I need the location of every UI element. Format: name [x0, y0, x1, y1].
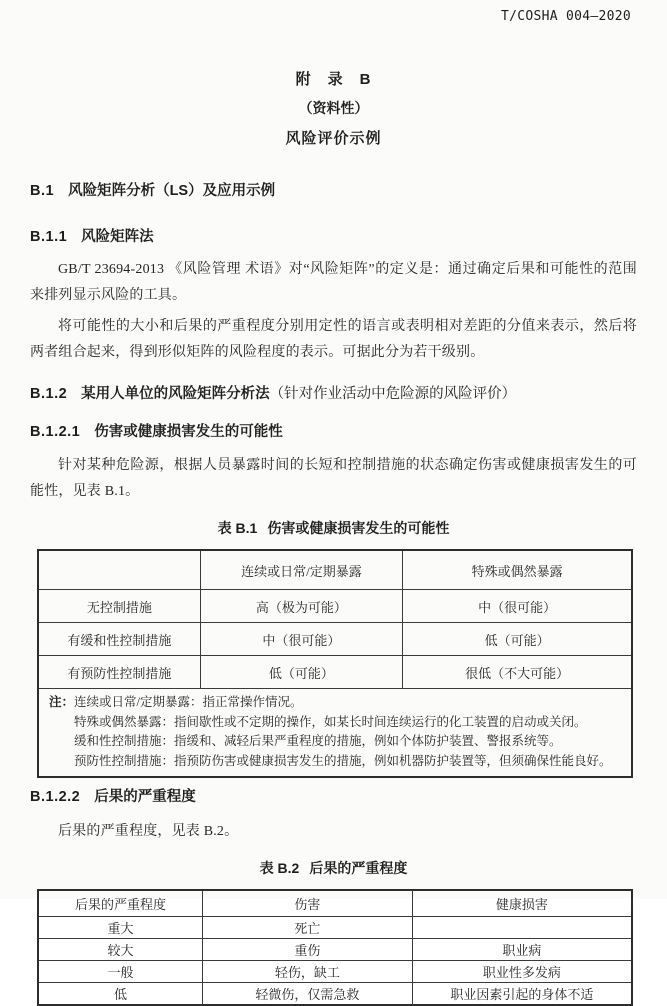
table-row — [38, 961, 632, 983]
section-b1-number: B.1 — [30, 183, 55, 199]
table-cell — [412, 917, 632, 939]
table-cell: 无控制措施 — [38, 590, 200, 623]
table-cell: 重大 — [38, 917, 203, 939]
section-b122-number: B.1.2.2 — [30, 789, 81, 805]
table-cell: 一般 — [38, 961, 203, 983]
table-row — [38, 983, 632, 1006]
table-b1-header-cell: 连续或日常/定期暴露 — [200, 550, 403, 590]
table-cell: 有预防性控制措施 — [38, 656, 200, 689]
table-b2-header-cell: 健康损害 — [412, 890, 632, 917]
table-b2 — [37, 889, 633, 1006]
note-line: 连续或日常/定期暴露：指正常操作情况。 — [74, 695, 303, 709]
table-b1-note-row — [38, 689, 632, 778]
table-b2-caption-title: 后果的严重程度 — [309, 860, 408, 876]
table-row — [38, 623, 632, 656]
table-b2-header-cell: 伤害 — [203, 890, 413, 917]
table-cell: 中（很可能） — [200, 623, 403, 656]
section-b12-title-suffix: （针对作业活动中危险源的风险评价） — [269, 386, 517, 402]
section-b122-heading — [30, 785, 637, 806]
paragraph-severity: 后果的严重程度，见表 B.2。 — [58, 824, 239, 839]
paragraph-matrix-method: 将可能性的大小和后果的严重程度分别用定性的语言或表明相对差距的分值来表示，然后将两者组合起来，得到形似矩阵的风险程度的表示。可据此分为若干级别。 — [30, 319, 637, 360]
section-b1-title: 风险矩阵分析（LS）及应用示例 — [68, 183, 276, 199]
note-line: 预防性控制措施：指预防伤害或健康损害发生的措施，例如机器防护装置等，但须确保性能良好。 — [74, 753, 612, 768]
note-line: 特殊或偶然暴露：指间歇性或不定期的操作，如某长时间连续运行的化工装置的启动或关闭。 — [74, 714, 587, 729]
appendix-title: 风险评价示例 — [285, 130, 382, 147]
table-b2-header-row — [38, 890, 632, 917]
table-b1-caption-title: 伤害或健康损害发生的可能性 — [267, 520, 450, 536]
section-b12-title: 某用人单位的风险矩阵分析法 — [81, 386, 270, 402]
table-b1-header-cell — [38, 550, 200, 590]
doc-number: T/COSHA 004—2020 — [500, 9, 631, 24]
section-b12-number: B.1.2 — [30, 386, 68, 402]
table-cell: 中（很可能） — [403, 590, 632, 623]
table-cell: 低（可能） — [403, 623, 632, 656]
table-cell: 死亡 — [203, 917, 413, 939]
table-row — [38, 656, 632, 689]
table-cell: 有缓和性控制措施 — [38, 623, 200, 656]
table-cell: 较大 — [38, 939, 203, 961]
appendix-label: 附 录 B — [295, 71, 372, 88]
note-label: 注： — [49, 695, 75, 709]
appendix-informative-note: （资料性） — [298, 100, 369, 116]
section-b121-heading — [30, 420, 637, 441]
table-b2-caption-label: 表 B.2 — [259, 860, 300, 876]
table-b1-notes — [38, 689, 632, 778]
section-b122-title: 后果的严重程度 — [94, 789, 196, 805]
table-cell: 职业性多发病 — [412, 961, 632, 983]
table-cell: 重伤 — [203, 939, 413, 961]
table-b1-caption — [30, 518, 637, 538]
section-b121-number: B.1.2.1 — [30, 424, 81, 440]
table-b1-header-cell: 特殊或偶然暴露 — [403, 550, 632, 590]
paragraph-definition: GB/T 23694-2013 《风险管理 术语》对“风险矩阵”的定义是：通过确定后果和可能性的范围来排列显示风险的工具。 — [30, 262, 637, 303]
table-cell: 轻微伤，仅需急救 — [203, 983, 413, 1006]
table-b2-caption — [30, 858, 637, 878]
table-cell: 高（极为可能） — [200, 590, 403, 623]
table-b1 — [37, 549, 633, 778]
table-cell: 职业病 — [412, 939, 632, 961]
paragraph-likelihood: 针对某种危险源，根据人员暴露时间的长短和控制措施的状态确定伤害或健康损害发生的可能性，见表 B.1。 — [30, 458, 637, 499]
section-b121-title: 伤害或健康损害发生的可能性 — [94, 424, 283, 440]
table-cell: 职业因素引起的身体不适 — [412, 983, 632, 1006]
table-row — [38, 939, 632, 961]
section-b11-number: B.1.1 — [30, 229, 68, 245]
note-block — [49, 693, 621, 771]
table-cell: 低（可能） — [200, 656, 403, 689]
table-row — [38, 590, 632, 623]
table-b1-header-row — [38, 550, 632, 590]
table-cell: 很低（不大可能） — [403, 656, 632, 689]
section-b12-heading — [30, 382, 637, 403]
note-line: 缓和性控制措施：指缓和、减轻后果严重程度的措施，例如个体防护装置、警报系统等。 — [74, 734, 562, 748]
table-row — [38, 917, 632, 939]
section-b11-title: 风险矩阵法 — [81, 229, 154, 245]
section-b1-heading — [30, 179, 637, 200]
note-lines — [74, 693, 621, 771]
table-b2-header-cell: 后果的严重程度 — [38, 890, 203, 917]
table-cell: 轻伤，缺工 — [203, 961, 413, 983]
table-b1-caption-label: 表 B.1 — [217, 520, 258, 536]
section-b11-heading — [30, 225, 637, 246]
table-cell: 低 — [38, 983, 203, 1006]
